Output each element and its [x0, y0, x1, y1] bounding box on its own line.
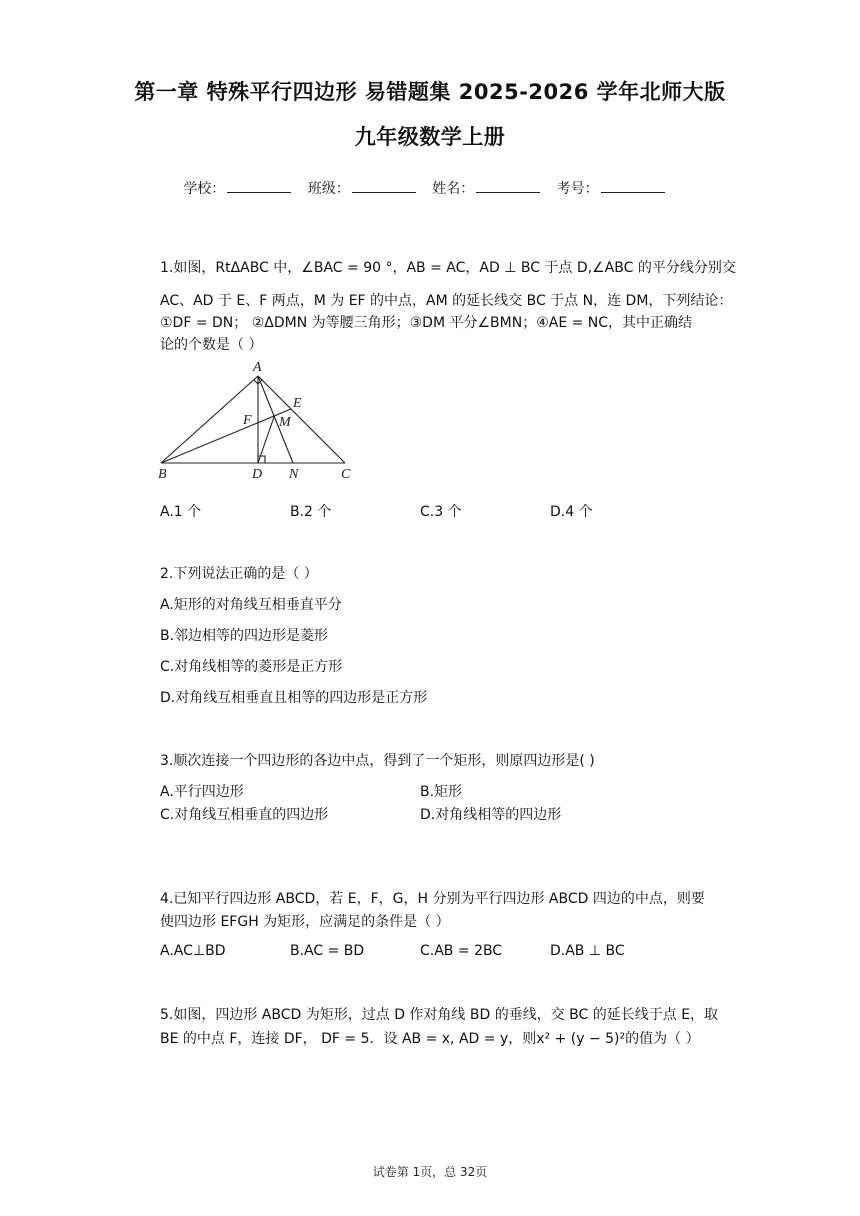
q4-option-c[interactable]: C.AB = 2BC: [420, 943, 503, 959]
q1-option-b[interactable]: B.2 个: [290, 504, 332, 520]
label-e: E: [293, 396, 302, 411]
q2-option-b[interactable]: B.邻边相等的四边形是菱形: [160, 628, 329, 644]
exam-number-label: 考号：: [556, 181, 599, 197]
q4-line-1: 4.已知平行四边形 ABCD，若 E，F，G，H 分别为平行四边形 ABCD 四边的中点，则要: [160, 891, 705, 907]
q5-line-2: BE 的中点 F，连接 DF， DF = 5．设 AB = x, AD = y，则x² + (y − 5)²的值为（ ）: [160, 1031, 700, 1047]
class-label: 班级：: [307, 181, 350, 197]
school-blank: [227, 178, 291, 193]
class-blank: [352, 178, 416, 193]
label-n: N: [289, 467, 299, 482]
page-title-line1: 第一章 特殊平行四边形 易错题集 2025-2026 学年北师大版: [134, 80, 726, 104]
name-blank: [476, 178, 540, 193]
q1-option-d[interactable]: D.4 个: [550, 504, 593, 520]
q3-option-a[interactable]: A.平行四边形: [160, 784, 244, 800]
q3-stem: 3.顺次连接一个四边形的各边中点，得到了一个矩形，则原四边形是( ): [160, 753, 595, 769]
page-footer: 试卷第 1页，总 32页: [372, 1165, 488, 1179]
segment-ac: [258, 376, 345, 463]
school-label: 学校：: [183, 181, 226, 197]
page-title-line2: 九年级数学上册: [354, 125, 506, 149]
label-c: C: [341, 467, 351, 482]
q1-option-c[interactable]: C.3 个: [420, 504, 462, 520]
q4-option-b[interactable]: B.AC = BD: [290, 943, 365, 959]
label-a: A: [253, 360, 262, 375]
label-d: D: [252, 467, 263, 482]
exam-number-blank: [601, 178, 665, 193]
q4-option-d[interactable]: D.AB ⊥ BC: [550, 943, 625, 959]
q3-option-c[interactable]: C.对角线互相垂直的四边形: [160, 807, 329, 823]
label-b: B: [158, 467, 167, 482]
q5-line-1: 5.如图，四边形 ABCD 为矩形，过点 D 作对角线 BD 的垂线，交 BC 的延长线于点 E，取: [160, 1007, 719, 1023]
label-f: F: [243, 413, 252, 428]
q3-option-b[interactable]: B.矩形: [420, 784, 463, 800]
q2-option-c[interactable]: C.对角线相等的菱形是正方形: [160, 659, 343, 675]
student-info-row: [0, 178, 860, 198]
q2-option-d[interactable]: D.对角线互相垂直且相等的四边形是正方形: [160, 690, 428, 706]
q1-line-2: AC、AD 于 E、F 两点，M 为 EF 的中点，AM 的延长线交 BC 于点 N，连 DM，下列结论：: [160, 293, 733, 309]
q1-triangle-figure: [155, 358, 365, 483]
q2-option-a[interactable]: A.矩形的对角线互相垂直平分: [160, 597, 342, 613]
q3-option-d[interactable]: D.对角线相等的四边形: [420, 807, 562, 823]
q1-line-1: 1.如图，RtΔABC 中，∠BAC = 90 °，AB = AC，AD ⊥ BC 于点 D,∠ABC 的平分线分别交: [160, 260, 736, 276]
label-m: M: [279, 415, 291, 430]
q4-option-a[interactable]: A.AC⊥BD: [160, 943, 226, 959]
q1-line-4: 论的个数是（ ）: [160, 337, 263, 353]
q4-line-2: 使四边形 EFGH 为矩形，应满足的条件是（ ）: [160, 914, 450, 930]
q1-line-3: ①DF = DN； ②ΔDMN 为等腰三角形；③DM 平分∠BMN；④AE = NC，其中正确结: [160, 315, 693, 331]
q1-option-a[interactable]: A.1 个: [160, 504, 202, 520]
q2-stem: 2.下列说法正确的是（ ）: [160, 566, 318, 582]
segment-be: [161, 409, 291, 463]
name-label: 姓名：: [432, 181, 475, 197]
